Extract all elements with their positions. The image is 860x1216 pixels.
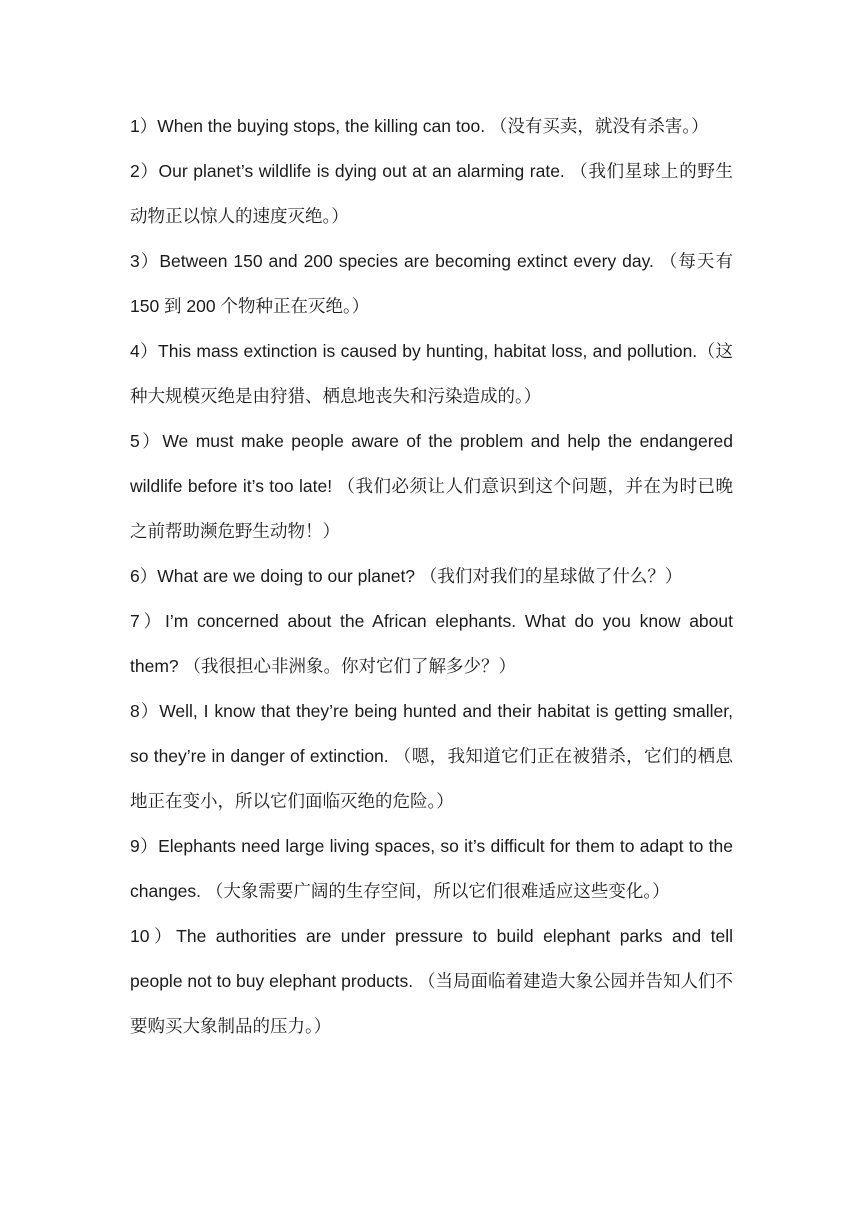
paragraph-1: 1）When the buying stops, the killing can too. （没有买卖，就没有杀害。） [130, 116, 709, 136]
paragraph-9: 9）Elephants need large living spaces, so it’s difficult for them to adapt to the changes. （大象需要广阔的生存空间，所以它们很难适应这些变化。） [130, 836, 733, 901]
paragraph-5: 5）We must make people aware of the problem and help the endangered wildlife before it’s too late! （我们必须让人们意识到这个问题，并在为时已晚之前帮助濒危野生动物！） [130, 431, 733, 541]
paragraph-7: 7）I’m concerned about the African elephants. What do you know about them? （我很担心非洲象。你对它们了解多少？） [130, 611, 733, 676]
paragraph-3: 3）Between 150 and 200 species are becoming extinct every day. （每天有 150 到 200 个物种正在灭绝。） [130, 251, 733, 316]
paragraph-10: 10）The authorities are under pressure to build elephant parks and tell people not to buy elephant products. （当局面临着建造大象公园并告知人们不要购买大象制品的压力。） [130, 926, 733, 1036]
paragraph-8: 8）Well, I know that they’re being hunted and their habitat is getting smaller, so they’re in danger of extinction. （嗯，我知道它们正在被猎杀，它们的栖息地正在变小，所以它们面临灭绝的危险。） [130, 701, 733, 811]
paragraph-2: 2）Our planet’s wildlife is dying out at an alarming rate. （我们星球上的野生动物正以惊人的速度灭绝。） [130, 161, 733, 226]
paragraph-6: 6）What are we doing to our planet? （我们对我们的星球做了什么？） [130, 566, 683, 586]
paragraph-4: 4）This mass extinction is caused by hunting, habitat loss, and pollution.（这种大规模灭绝是由狩猎、栖息地丧失和污染造成的。） [130, 341, 733, 406]
document-body [130, 104, 733, 1049]
